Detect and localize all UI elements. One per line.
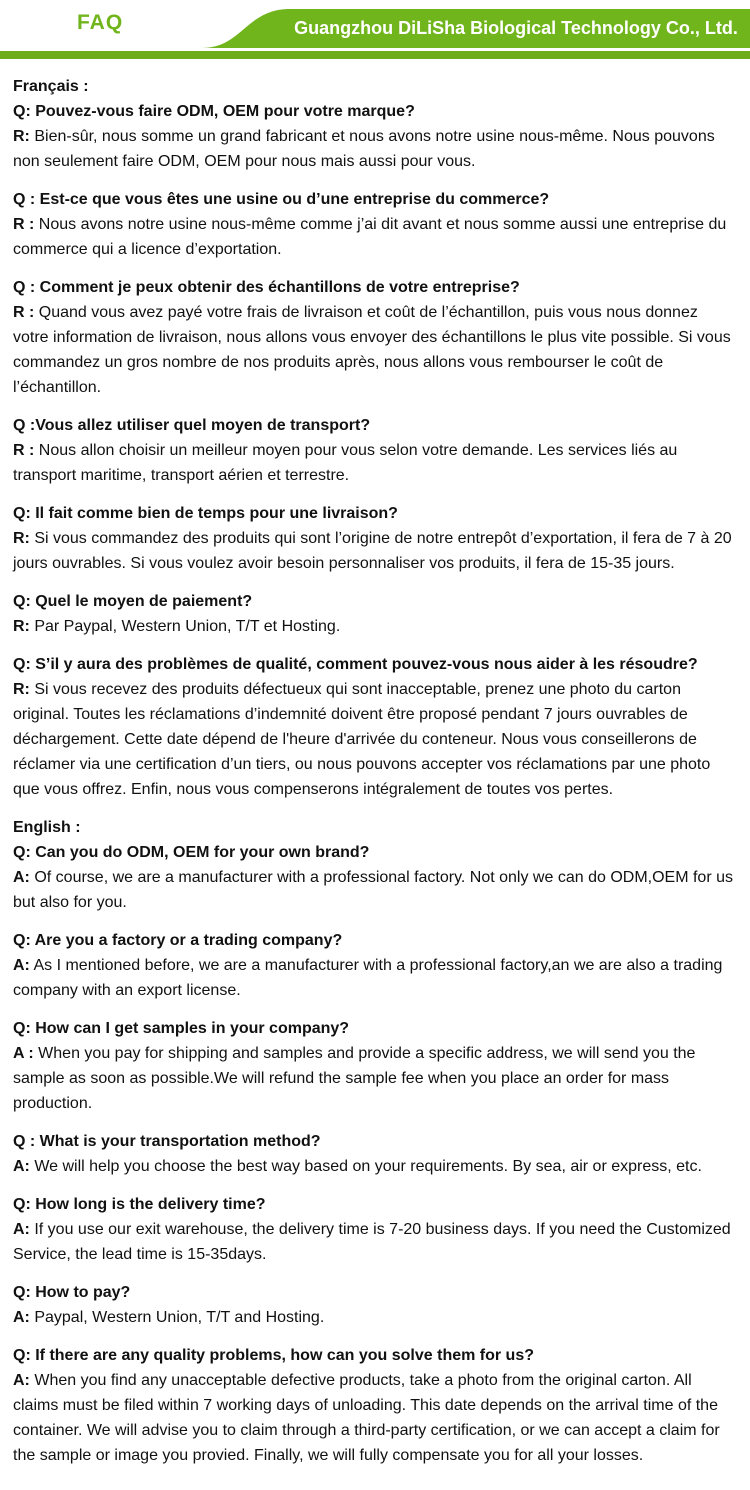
- header-divider-strip: [0, 51, 750, 59]
- faq-item: [13, 1280, 735, 1330]
- faq-item: [13, 187, 735, 262]
- page-header: [0, 0, 750, 62]
- section-items: [13, 99, 735, 802]
- faq-question: Q : Est-ce que vous êtes une usine ou d’une entreprise du commerce?: [13, 191, 550, 208]
- faq-list: [0, 62, 750, 1468]
- faq-answer: [13, 953, 735, 1003]
- section-items: [13, 840, 735, 1468]
- faq-section: [13, 74, 735, 802]
- faq-section: [13, 815, 735, 1468]
- faq-item: [13, 589, 735, 639]
- faq-item: [13, 99, 735, 174]
- section-heading: Français :: [13, 78, 89, 95]
- faq-answer: [13, 300, 735, 400]
- answer-text: Quand vous avez payé votre frais de livraison et coût de l’échantillon, puis vous nous donnez votre information de livraison, nous allons vous envoyer des échantillons le plus vite possible. Si vous commandez un gros nombre de nos produits après, nous allons vous rembourser le coût de l’échantillon.: [13, 304, 731, 396]
- faq-item: [13, 652, 735, 802]
- answer-prefix: R :: [13, 216, 35, 233]
- faq-item: [13, 1129, 735, 1179]
- faq-question: Q: How can I get samples in your company?: [13, 1020, 350, 1037]
- answer-text: Nous allon choisir un meilleur moyen pour vous selon votre demande. Les services liés au transport maritime, transport aérien et terrestre.: [13, 442, 678, 484]
- answer-prefix: A:: [13, 1221, 30, 1238]
- faq-question: Q: Pouvez-vous faire ODM, OEM pour votre marque?: [13, 103, 415, 120]
- answer-text: When you find any unacceptable defective products, take a photo from the original carton. All claims must be filed within 7 working days of unloading. This date depends on the arrival time of the container. We will advise you to claim through a third-party certification, or we can accept a claim for the sample or image you provied. Finally, we will fully compensate you for all your losses.: [13, 1372, 720, 1464]
- company-name: Guangzhou DiLiSha Biological Technology Co., Ltd.: [294, 18, 738, 38]
- section-heading: English :: [13, 819, 81, 836]
- answer-text: Nous avons notre usine nous-même comme j’ai dit avant et nous somme aussi une entreprise du commerce qui a licence d’exportation.: [13, 216, 727, 258]
- answer-prefix: A:: [13, 957, 30, 974]
- faq-answer: [13, 614, 735, 639]
- faq-answer: [13, 1217, 735, 1267]
- faq-answer: [13, 1305, 735, 1330]
- faq-answer: [13, 677, 735, 802]
- faq-question: Q : Comment je peux obtenir des échantillons de votre entreprise?: [13, 279, 520, 296]
- faq-answer: [13, 1368, 735, 1468]
- answer-prefix: A:: [13, 1158, 30, 1175]
- faq-item: [13, 928, 735, 1003]
- answer-prefix: R :: [13, 304, 35, 321]
- answer-prefix: A :: [13, 1045, 34, 1062]
- answer-text: Bien-sûr, nous somme un grand fabricant et nous avons notre usine nous-même. Nous pouvons non seulement faire ODM, OEM pour nous mais aussi pour vous.: [13, 128, 715, 170]
- faq-question: Q :Vous allez utiliser quel moyen de transport?: [13, 417, 371, 434]
- answer-prefix: R:: [13, 128, 30, 145]
- faq-question: Q: Are you a factory or a trading company?: [13, 932, 343, 949]
- faq-question: Q: Il fait comme bien de temps pour une livraison?: [13, 505, 398, 522]
- answer-text: Par Paypal, Western Union, T/T et Hosting.: [29, 618, 341, 635]
- answer-text: When you pay for shipping and samples and provide a specific address, we will send you the sample as soon as possible.We will refund the sample fee when you place an order for mass production.: [13, 1045, 696, 1112]
- faq-answer: [13, 526, 735, 576]
- faq-item: [13, 1192, 735, 1267]
- faq-question: Q: Quel le moyen de paiement?: [13, 593, 253, 610]
- faq-question: Q : What is your transportation method?: [13, 1133, 321, 1150]
- answer-text: We will help you choose the best way based on your requirements. By sea, air or express, etc.: [29, 1158, 702, 1175]
- faq-item: [13, 1343, 735, 1468]
- faq-answer: [13, 124, 735, 174]
- answer-text: Of course, we are a manufacturer with a professional factory. Not only we can do ODM,OEM for us but also for you.: [13, 869, 733, 911]
- faq-item: [13, 501, 735, 576]
- answer-prefix: A:: [13, 869, 30, 886]
- answer-prefix: A:: [13, 1309, 30, 1326]
- faq-question: Q: Can you do ODM, OEM for your own brand?: [13, 844, 370, 861]
- answer-text: Si vous recevez des produits défectueux qui sont inacceptable, prenez une photo du carton original. Toutes les réclamations d’indemnité doivent être proposé pendant 7 jours ouvrables de déchargement. Cette date dépend de l'heure d'arrivée du conteneur. Nous vous conseillerons de réclamer via une certification d’un tiers, ou nous pouvons accepter vos réclamations par une photo que vous offrez. Enfin, nous vous compenserons intégralement de toutes vos pertes.: [13, 681, 711, 798]
- answer-text: As I mentioned before, we are a manufacturer with a professional factory,an we are also a trading company with an export license.: [13, 957, 723, 999]
- faq-answer: [13, 212, 735, 262]
- faq-answer: [13, 438, 735, 488]
- answer-prefix: A:: [13, 1372, 30, 1389]
- page-title: FAQ: [77, 11, 124, 34]
- faq-question: Q: If there are any quality problems, how can you solve them for us?: [13, 1347, 534, 1364]
- faq-answer: [13, 865, 735, 915]
- answer-prefix: R:: [13, 618, 30, 635]
- faq-item: [13, 413, 735, 488]
- answer-prefix: R:: [13, 681, 30, 698]
- faq-question: Q: How to pay?: [13, 1284, 131, 1301]
- faq-answer: [13, 1154, 735, 1179]
- faq-item: [13, 1016, 735, 1116]
- faq-question: Q: S’il y aura des problèmes de qualité, comment pouvez-vous nous aider à les résoudre?: [13, 656, 698, 673]
- answer-text: If you use our exit warehouse, the delivery time is 7-20 business days. If you need the Customized Service, the lead time is 15-35days.: [13, 1221, 731, 1263]
- faq-item: [13, 275, 735, 400]
- answer-prefix: R:: [13, 530, 30, 547]
- faq-item: [13, 840, 735, 915]
- faq-question: Q: How long is the delivery time?: [13, 1196, 266, 1213]
- answer-text: Si vous commandez des produits qui sont l’origine de notre entrepôt d’exportation, il fera de 7 à 20 jours ouvrables. Si vous voulez avoir besoin personnaliser vos produits, il fera de 15-35 jours.: [13, 530, 732, 572]
- answer-text: Paypal, Western Union, T/T and Hosting.: [29, 1309, 325, 1326]
- answer-prefix: R :: [13, 442, 35, 459]
- faq-answer: [13, 1041, 735, 1116]
